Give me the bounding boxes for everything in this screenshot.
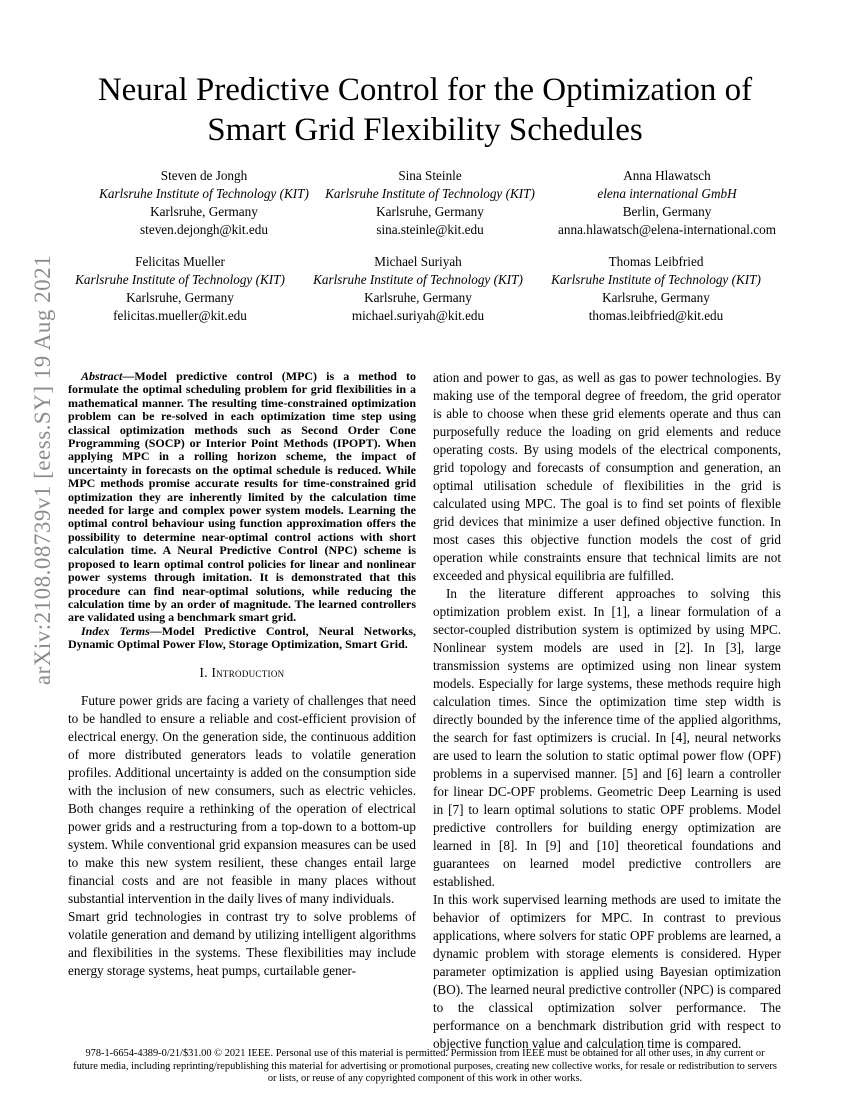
author-affiliation: Karlsruhe Institute of Technology (KIT) <box>325 186 535 201</box>
author-location: Karlsruhe, Germany <box>126 290 234 305</box>
author-name: Thomas Leibfried <box>608 254 704 269</box>
author-name: Steven de Jongh <box>160 168 248 183</box>
left-column <box>68 370 416 980</box>
index-terms <box>68 625 416 652</box>
body-paragraph: Smart grid technologies in contrast try to solve problems of volatile generation and demand by utilizing intelligent algorithms and flexibilities in the systems. These flexibilities may include energy storage systems, heat pumps, curtailable gener- <box>68 908 416 978</box>
author-name: Sina Steinle <box>398 168 462 183</box>
author-affiliation: elena international GmbH <box>597 186 737 201</box>
author-affiliation: Karlsruhe Institute of Technology (KIT) <box>99 186 309 201</box>
author-block <box>537 167 797 239</box>
title-line-2: Smart Grid Flexibility Schedules <box>207 112 643 148</box>
author-email: sina.steinle@kit.edu <box>376 222 484 237</box>
copyright-footer: 978-1-6654-4389-0/21/$31.00 © 2021 IEEE. Personal use of this material is permitted. Permission from IEEE must be obtained for all other uses, in any current or future media, including reprinting/republishing this material for advertising or promotional purposes, creating new collective works, for resale or redistribution to servers or lists, or reuse of any copyrighted component of this work in other works. <box>73 1048 777 1084</box>
body-paragraph: In this work supervised learning methods are used to imitate the behavior of optimizers for MPC. In contrast to previous applications, where solvers for static OPF problems are learned, a dynamic problem with storage elements is considered. Hyper parameter optimization is applied using Bayesian optimization (BO). The learned neural predictive controller (NPC) is compared to the classical optimization solver performance. The performance on a benchmark distribution grid with respect to objective function value and calculation time is compared. <box>433 892 782 1051</box>
author-block <box>300 167 560 239</box>
author-email: michael.suriyah@kit.edu <box>351 308 485 323</box>
title-line-1: Neural Predictive Control for the Optimization of <box>97 72 753 108</box>
author-email: anna.hlawatsch@elena-international.com <box>558 222 776 237</box>
section-heading <box>68 664 416 682</box>
paper-title <box>60 70 790 150</box>
author-location: Karlsruhe, Germany <box>364 290 472 305</box>
author-affiliation: Karlsruhe Institute of Technology (KIT) <box>75 272 285 287</box>
author-block <box>74 167 334 239</box>
abstract-label: Abstract <box>81 369 123 383</box>
author-location: Karlsruhe, Germany <box>602 290 710 305</box>
arxiv-stamp: arXiv:2108.08739v1 [eess.SY] 19 Aug 2021 <box>30 254 55 686</box>
author-block <box>526 253 786 325</box>
author-location: Karlsruhe, Germany <box>376 204 484 219</box>
body-paragraph: Future power grids are facing a variety of challenges that need to be handled to ensure a reliable and cost-efficient provision of electrical energy. On the generation side, the continuous addition of more distributed generators leads to volatile generation profiles. Additional uncertainty is added on the consumption side with the inclusion of new consumers, such as electric vehicles. Both changes require a rethinking of the operation of electrical power grids and a restructuring from a top-down to a bottom-up system. While conventional grid expansion measures can be used to make this new system resilient, these changes entail large financial costs and are not feasible in many places without substantial intervention in the daily lives of many individuals. <box>68 692 416 906</box>
body-paragraph: ation and power to gas, as well as gas to power technologies. By making use of the temporal degree of freedom, the grid operator is able to choose when these grid elements operate and thus can purposefully reduce the loading on grid elements and reduce operating costs. By using models of the electrical components, grid topology and forecasts of consumption and generation, an optimal utilisation schedule of flexibilities in the grid is calculated using MPC. The goal is to find set points of flexible grid devices that minimize a user defined objective function. In most cases this objective function models the cost of grid operation while constraints ensure that technical limits are not exceeded and physical equilibria are fulfilled. <box>433 370 781 583</box>
author-affiliation: Karlsruhe Institute of Technology (KIT) <box>313 272 523 287</box>
author-affiliation: Karlsruhe Institute of Technology (KIT) <box>551 272 761 287</box>
index-terms-label: Index Terms <box>81 623 150 638</box>
right-column <box>433 369 781 1053</box>
author-name: Felicitas Mueller <box>135 254 225 269</box>
author-location: Berlin, Germany <box>622 204 712 219</box>
abstract <box>68 370 416 625</box>
body-paragraph: In the literature different approaches to solving this optimization problem exist. In [1], a linear formulation of a sector-coupled distribution system is optimized by using MPC. Nonlinear system models are used in [2]. In [3], large transmission systems are optimized using non linear system models. Especially for large systems, these methods require high calculation times. Since the optimization time step width is directly bounded by the inference time of the applied algorithms, the search for fast optimizers is crucial. In [4], neural networks are used to learn the solution to static optimal power flow (OPF) problems in a supervised manner. [5] and [6] learn a controller for linear DC-OPF problems. Geometric Deep Learning is used in [7] to learn optimal solutions to static OPF problems. Model predictive controllers for building energy optimization are learned in [8]. In [9] and [10] theoretical foundations and guarantees on learned model predictive controllers are established. <box>433 586 781 889</box>
author-email: steven.dejongh@kit.edu <box>140 222 268 237</box>
author-block <box>288 253 548 325</box>
author-email: felicitas.mueller@kit.edu <box>113 308 247 323</box>
section-number: I. <box>199 664 212 680</box>
index-terms-text: —Model Predictive Control, Neural Networks, Dynamic Optimal Power Flow, Storage Optimization, Smart Grid. <box>68 623 416 652</box>
author-name: Michael Suriyah <box>374 254 462 269</box>
author-email: thomas.leibfried@kit.edu <box>588 308 724 323</box>
author-name: Anna Hlawatsch <box>623 168 711 183</box>
author-location: Karlsruhe, Germany <box>150 204 258 219</box>
abstract-text: —Model predictive control (MPC) is a method to formulate the optimal scheduling problem for grid flexibilities in a mathematical manner. The resulting time-constrained optimization problem can be re-solved in each optimization time step using classical optimization methods such as Second Order Cone Programming (SOCP) or Interior Point Methods (IPOPT). When applying MPC in a rolling horizon scheme, the impact of uncertainty in forecasts on the optimal schedule is reduced. While MPC methods promise accurate results for time-constrained grid optimization they are inherently limited by the calculation time needed for large and complex power system models. Learning the optimal control behaviour using function approximation offers the possibility to determine near-optimal control actions with short calculation time. A Neural Predictive Control (NPC) scheme is proposed to learn optimal control policies for linear and nonlinear power systems through imitation. It is demonstrated that this procedure can find near-optimal solutions, while reducing the calculation time by an order of magnitude. The learned controllers are validated using a benchmark smart grid. <box>68 369 416 625</box>
section-title: Introduction <box>211 664 285 680</box>
author-block <box>50 253 310 325</box>
